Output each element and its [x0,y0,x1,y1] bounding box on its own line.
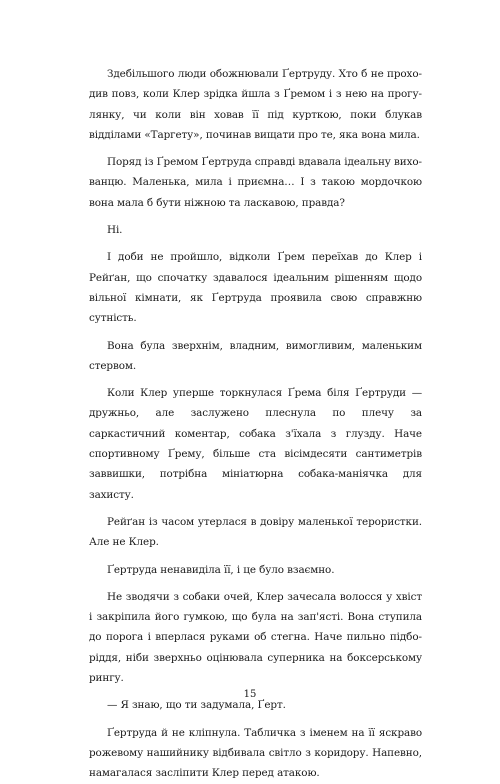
paragraph-6: Коли Клер уперше торкнулася Ґрема біля Ґертруди — дружньо, але заслужено плеснула по плечу за саркастичний коментар, собака з'їхала з глузду. Наче спортивному Ґрему, більше ста вісімдесяти сантиметрів заввишки, потрібна мініатюрна собака-маніячка для захисту. [89,387,422,501]
paragraph-5: Вона була зверхнім, владним, вимогливим, маленьким стервом. [89,339,422,372]
page-body [89,64,422,784]
paragraph-8: Ґертруда ненавиділа її, і це було взаємно. [107,563,335,576]
paragraph-1: Здебільшого люди обожнювали Ґертруду. Хто б не проходив повз, коли Клер зрідка йшла з Ґремом і з нею на прогулянку, чи коли він ховав її під курткою, поки блукав відділами «Таргету», починав вищати про те, яка вона мила. [89,68,422,141]
paragraph-2: Поряд із Ґремом Ґертруда справді вдавала ідеальну вихованцю. Маленька, мила і приємна… І з такою мордочкою вона мала б бути ніжною та ласкавою, правда? [89,156,422,209]
paragraph-3: Ні. [107,224,123,237]
page-number: 15 [243,689,257,700]
paragraph-11: Ґертруда й не кліпнула. Табличка з іменем на її яскраво рожевому нашийнику відбивала світло з коридору. Напевно, намагалася засліпити Клер перед атакою. [89,726,422,780]
paragraph-7: Рейґан із часом утерлася в довіру маленької терористки. Але не Клер. [89,515,422,549]
paragraph-9: Не зводячи з собаки очей, Клер зачесала волосся у хвіст і закріпила його гумкою, що була на зап'ясті. Вона ступила до порога і вперлася руками об стегна. Наче пильно підборіддя, ніби зверхньо оцінювала суперника на боксерському рингу. [89,590,422,685]
paragraph-4: І доби не пройшло, відколи Ґрем переїхав до Клер і Рейґан, що спочатку здавалося ідеальним рішенням щодо вільної кімнати, як Ґертруда проявила свою справжню сутність. [89,251,422,325]
paragraph-10: — Я знаю, що ти задумала, Ґерт. [107,699,286,712]
